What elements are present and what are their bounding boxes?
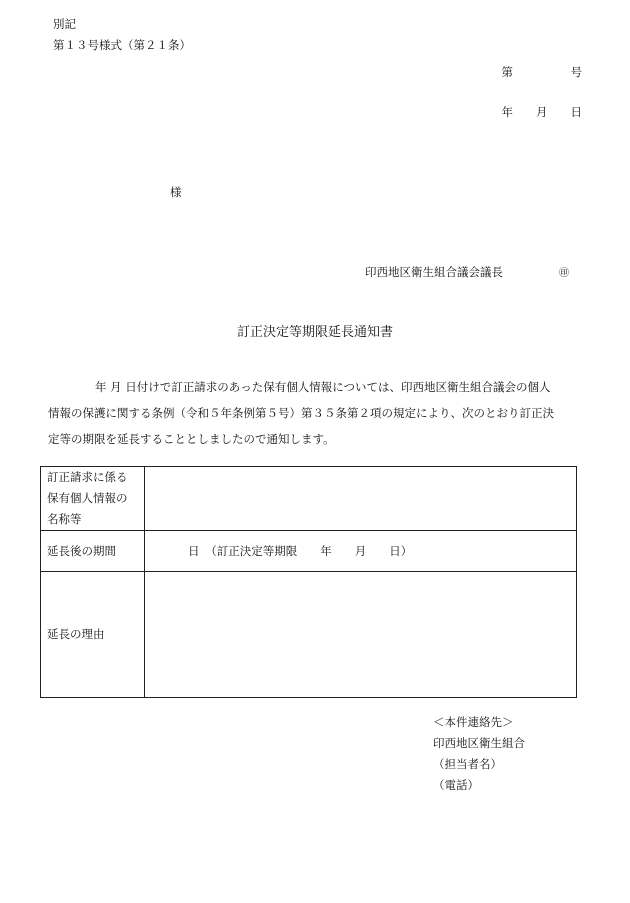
information-name-label-line-1: 訂正請求に係る [47, 470, 128, 484]
contact-heading: ＜本件連絡先＞ [433, 715, 514, 729]
contact-block [433, 712, 525, 796]
contact-person: （担当者名） [433, 757, 502, 771]
body-line-3: 定等の期限を延長することとしましたので通知します。 [48, 432, 335, 446]
body-line-2: 情報の保護に関する条例（令和５年条例第５号）第３５条第２項の規定により、次のとおり訂正決 [48, 406, 554, 420]
table-row-extended-period [41, 531, 577, 572]
form-number: 第１３号様式（第２１条） [53, 38, 191, 52]
annex-label: 別記 [53, 17, 76, 31]
table-row-information-name [41, 467, 577, 531]
information-name-label [41, 467, 145, 531]
information-name-value [145, 467, 577, 531]
body-line-1: 年 月 日付けで訂正請求のあった保有個人情報については、印西地区衛生組合議会の個人 [95, 380, 551, 394]
document-number: 第 号 [501, 65, 582, 79]
extended-period-value: 日 （訂正決定等期限 年 月 日） [145, 531, 577, 572]
issuer-name: 印西地区衛生組合議会議長 [365, 265, 503, 279]
extension-reason-value [145, 572, 577, 698]
addressee-suffix: 様 [170, 185, 182, 199]
document-date: 年 月 日 [501, 105, 582, 119]
info-table [40, 466, 577, 698]
extended-period-label: 延長後の期間 [41, 531, 145, 572]
body-text [48, 374, 586, 452]
table-row-extension-reason [41, 572, 577, 698]
information-name-label-line-3: 名称等 [47, 512, 82, 526]
contact-organization: 印西地区衛生組合 [433, 736, 525, 750]
extension-reason-label: 延長の理由 [41, 572, 145, 698]
document-title: 訂正決定等期限延長通知書 [236, 325, 393, 340]
information-name-label-line-2: 保有個人情報の [47, 491, 128, 505]
contact-phone: （電話） [433, 778, 479, 792]
seal-mark: ㊞ [559, 268, 569, 279]
